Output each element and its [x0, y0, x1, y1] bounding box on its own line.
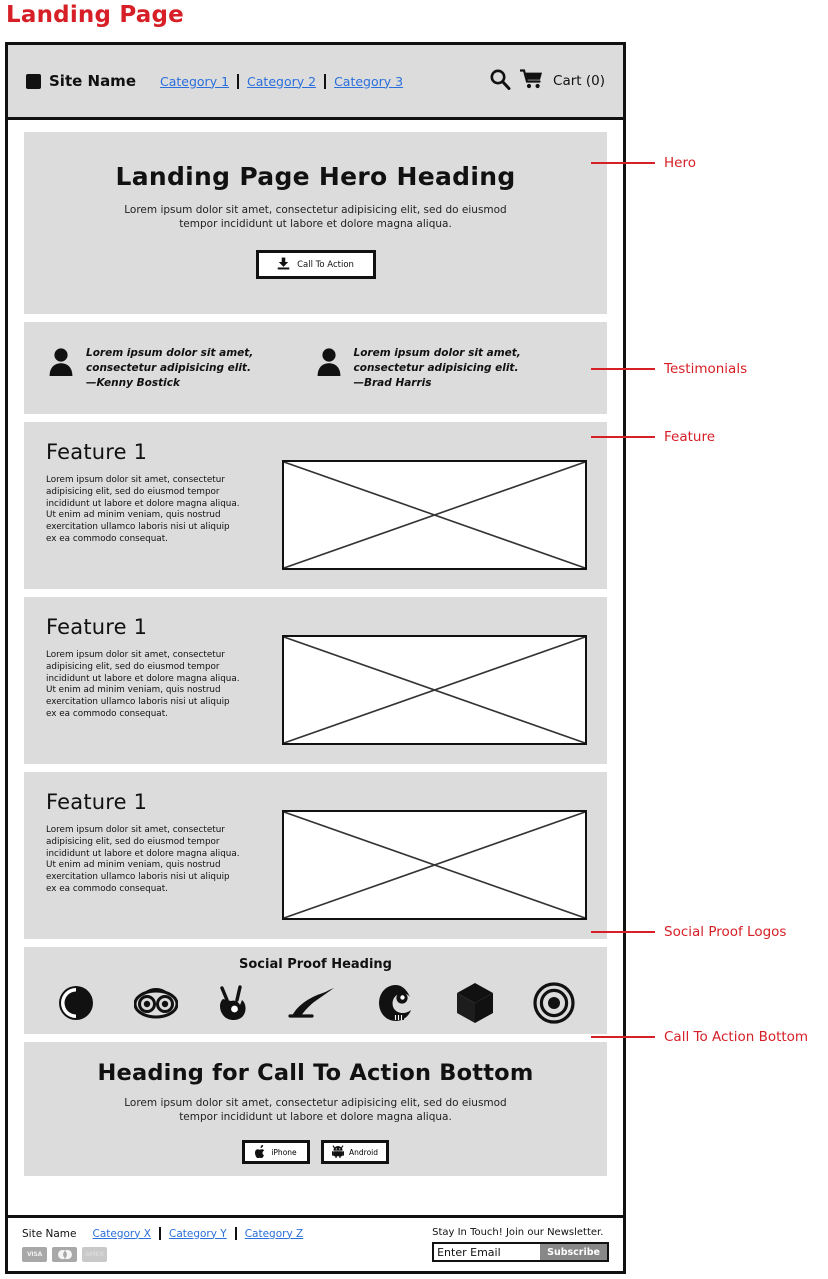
mailchimp-monkey-logo-icon — [375, 982, 417, 1028]
person-icon — [48, 346, 74, 380]
cta-bottom-subtext: Lorem ipsum dolor sit amet, consectetur adipisicing elit, sed do eiusmod tempor incididunt ut labore et dolore magna aliqua. — [124, 1097, 507, 1123]
nav-link-category-2[interactable]: Category 2 — [247, 73, 317, 89]
shopping-cart-icon[interactable] — [520, 69, 544, 93]
footer-separator — [235, 1227, 237, 1240]
quill-feather-logo-icon — [288, 986, 336, 1024]
page-title: Landing Page — [6, 2, 184, 28]
amex-card-icon: AMEX — [82, 1247, 107, 1262]
testimonial-attribution: —Brad Harris — [353, 376, 432, 389]
annotation-label: Social Proof Logos — [664, 924, 787, 940]
cart-label[interactable]: Cart (0) — [553, 73, 605, 89]
cta-bottom-section — [24, 1042, 607, 1176]
testimonials-section — [24, 322, 607, 414]
nav-link-category-1[interactable]: Category 1 — [160, 73, 230, 89]
hero-cta-label: Call To Action — [297, 259, 354, 270]
cube-logo-icon — [455, 981, 495, 1029]
crossed-box-image-placeholder — [282, 810, 587, 920]
crossed-box-image-placeholder — [282, 460, 587, 570]
hero-section — [24, 132, 607, 314]
payment-icons — [22, 1247, 303, 1262]
testimonial-item — [316, 346, 584, 391]
footer-link-category-x[interactable]: Category X — [92, 1227, 151, 1240]
annotation-label: Feature — [664, 429, 716, 445]
annotation-label: Hero — [664, 155, 696, 171]
wireframe-canvas — [5, 42, 626, 1274]
nav-separator — [237, 74, 239, 89]
cta-bottom-heading: Heading for Call To Action Bottom — [97, 1060, 534, 1086]
nav-separator — [324, 74, 326, 89]
testimonial-text — [354, 346, 584, 391]
hero-heading: Landing Page Hero Heading — [115, 162, 516, 191]
search-icon[interactable] — [489, 68, 511, 94]
feature-body: Lorem ipsum dolor sit amet, consectetur adipisicing elit, sed do eiusmod tempor incididunt ut labore et dolore magna aliqua. Ut enim ad minim veniam, quis nostrud exercitation ullamco laboris nisi ut aliquip ex ea commodo consequat. — [46, 650, 240, 719]
person-icon — [316, 346, 342, 380]
annotation-label: Testimonials — [664, 361, 748, 377]
page-body — [8, 120, 623, 1176]
footer-site-name: Site Name — [22, 1227, 77, 1240]
feature-section — [24, 772, 607, 939]
testimonial-item — [48, 346, 316, 391]
footer-separator — [159, 1227, 161, 1240]
annotation-label: Call To Action Bottom — [664, 1029, 809, 1045]
newsletter-form — [432, 1242, 609, 1262]
footer-link-category-z[interactable]: Category Z — [244, 1227, 304, 1240]
footer-left — [22, 1227, 303, 1262]
testimonial-quote: Lorem ipsum dolor sit amet, consectetur adipisicing elit. — [86, 346, 254, 374]
feature-body: Lorem ipsum dolor sit amet, consectetur adipisicing elit, sed do eiusmod tempor incididunt ut labore et dolore magna aliqua. Ut enim ad minim veniam, quis nostrud exercitation ullamco laboris nisi ut aliquip ex ea commodo consequat. — [46, 475, 240, 544]
newsletter — [432, 1227, 609, 1262]
feature-body: Lorem ipsum dolor sit amet, consectetur adipisicing elit, sed do eiusmod tempor incididunt ut labore et dolore magna aliqua. Ut enim ad minim veniam, quis nostrud exercitation ullamco laboris nisi ut aliquip ex ea commodo consequat. — [46, 825, 240, 894]
feature-section — [24, 422, 607, 589]
tripadvisor-owl-logo-icon — [134, 986, 178, 1024]
download-icon — [277, 257, 290, 273]
feature-heading: Feature 1 — [46, 615, 148, 639]
social-proof-section — [24, 947, 607, 1034]
testimonial-quote: Lorem ipsum dolor sit amet, consectetur adipisicing elit. — [353, 346, 521, 374]
site-name: Site Name — [49, 72, 136, 90]
header-actions — [489, 68, 605, 94]
android-button-label: Android — [349, 1147, 378, 1157]
testimonial-attribution: —Kenny Bostick — [86, 376, 180, 389]
iphone-download-button[interactable] — [242, 1140, 310, 1164]
newsletter-label: Stay In Touch! Join our Newsletter. — [432, 1227, 604, 1238]
bullseye-target-logo-icon — [533, 982, 575, 1028]
feature-heading: Feature 1 — [46, 790, 148, 814]
nav-link-category-3[interactable]: Category 3 — [334, 73, 404, 89]
site-footer — [8, 1215, 623, 1271]
social-proof-logos — [24, 972, 607, 1029]
footer-link-category-y[interactable]: Category Y — [168, 1227, 227, 1240]
feature-section — [24, 597, 607, 764]
android-logo-icon — [332, 1145, 344, 1160]
cta-store-buttons — [24, 1140, 607, 1164]
peace-hand-logo-icon — [216, 982, 250, 1028]
header-nav — [160, 74, 403, 89]
android-download-button[interactable] — [321, 1140, 389, 1164]
hero-cta-button[interactable] — [256, 250, 376, 279]
footer-links — [22, 1227, 303, 1240]
testimonial-text — [86, 346, 316, 391]
crossed-box-image-placeholder — [282, 635, 587, 745]
apple-logo-icon — [255, 1145, 266, 1160]
social-proof-heading: Social Proof Heading — [239, 957, 392, 972]
hero-subtext: Lorem ipsum dolor sit amet, consectetur adipisicing elit, sed do eiusmod tempor incididunt ut labore et dolore magna aliqua. — [124, 204, 507, 230]
newsletter-subscribe-button[interactable]: Subscribe — [540, 1244, 607, 1260]
newsletter-email-input[interactable] — [434, 1244, 540, 1260]
site-header — [8, 45, 623, 120]
iphone-button-label: iPhone — [271, 1147, 297, 1157]
black-square-logo-icon — [26, 74, 41, 89]
contrast-circle-logo-icon — [56, 983, 96, 1027]
feature-heading: Feature 1 — [46, 440, 148, 464]
visa-card-icon: VISA — [22, 1247, 47, 1262]
mastercard-icon — [52, 1247, 77, 1262]
